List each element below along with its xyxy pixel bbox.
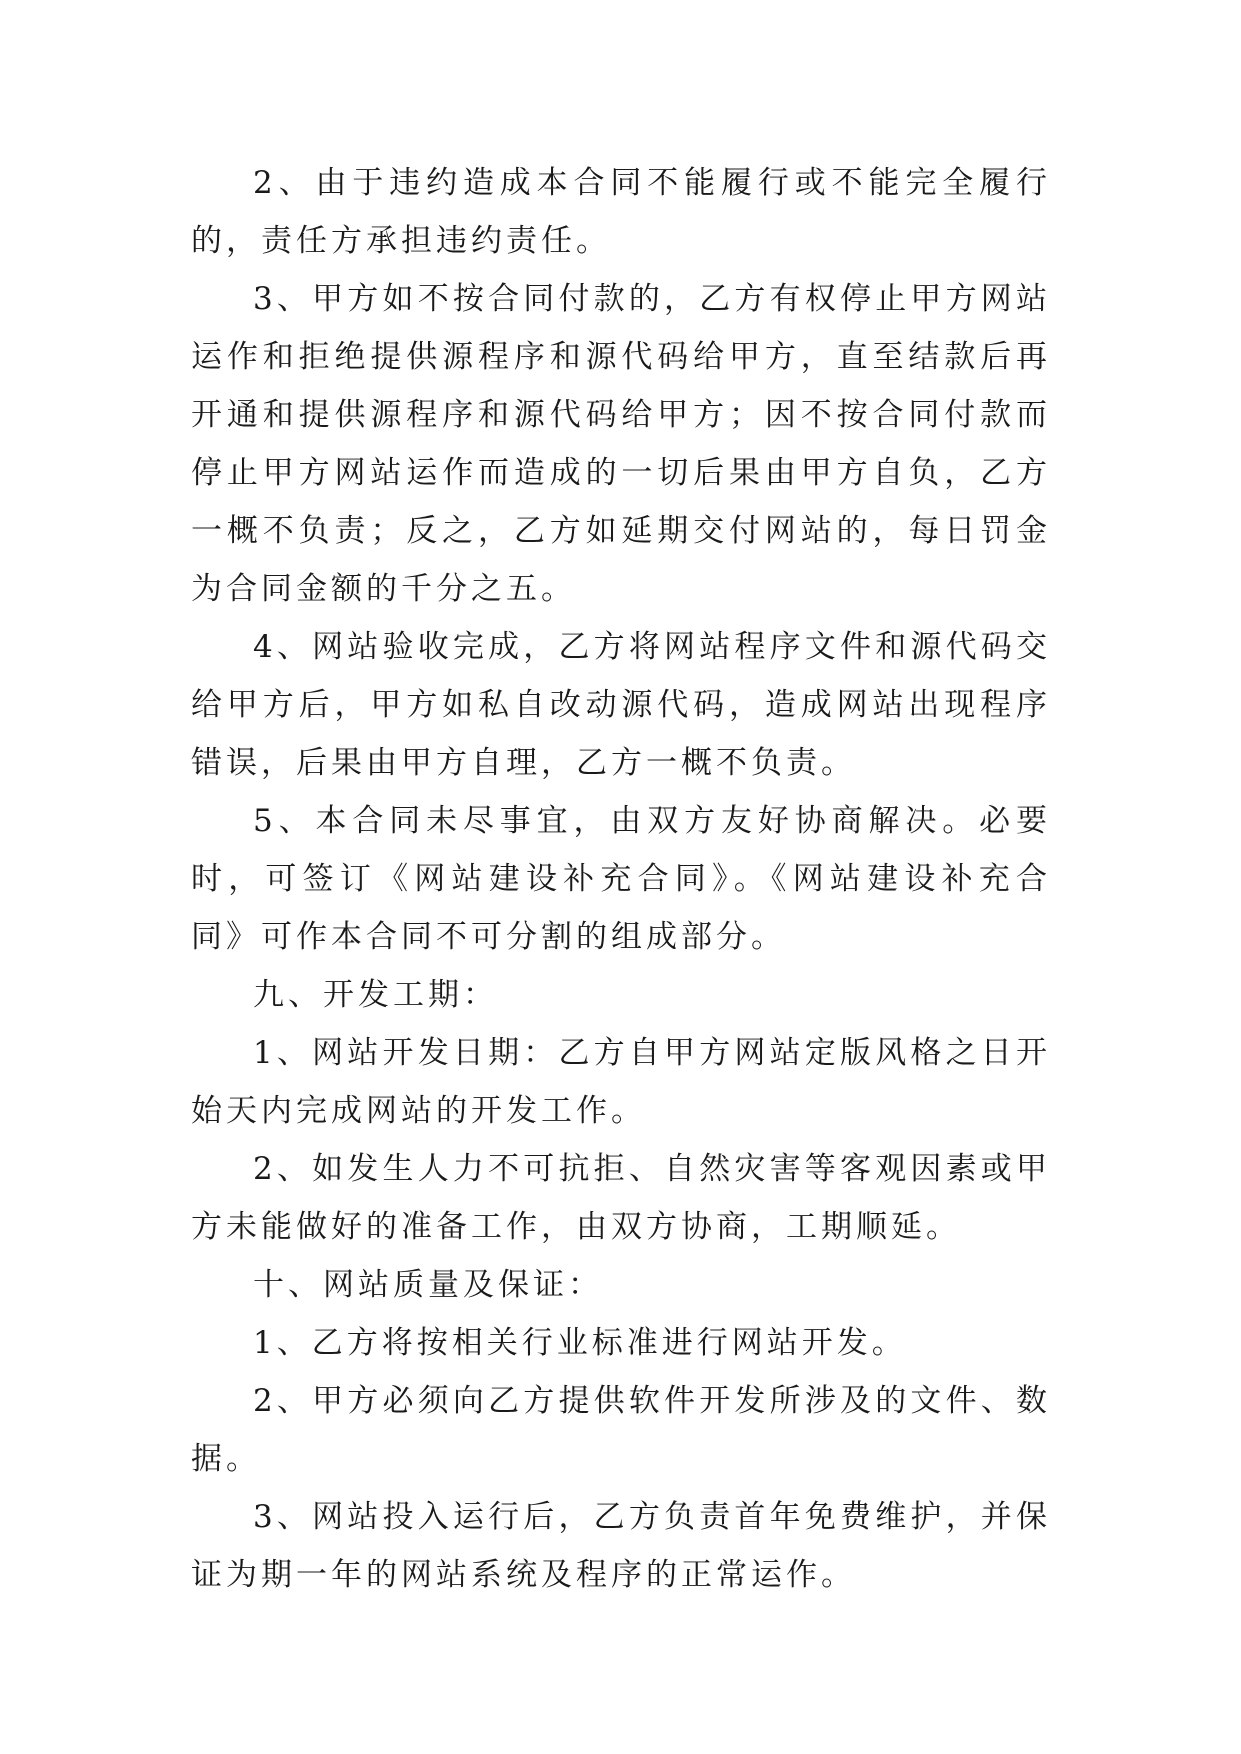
section-heading-development-period: 九、开发工期：: [253, 977, 498, 1013]
clause-source-code-modification: 4、网站验收完成，乙方将网站程序文件和源代码交给甲方后，甲方如私自改动源代码，造成网站出现程序错误，后果由甲方自理，乙方一概不负责。: [191, 629, 1051, 781]
clause-breach-liability: 2、由于违约造成本合同不能履行或不能完全履行的，责任方承担违约责任。: [191, 165, 1051, 259]
clause-development-date: 1、网站开发日期：乙方自甲方网站定版风格之日开始天内完成网站的开发工作。: [191, 1035, 1051, 1129]
clause-supplementary-contract: 5、本合同未尽事宜，由双方友好协商解决。必要时，可签订《网站建设补充合同》。《网站建设补充合同》可作本合同不可分割的组成部分。: [191, 803, 1051, 955]
section-heading-quality-guarantee: 十、网站质量及保证：: [253, 1267, 603, 1303]
clause-payment-default: 3、甲方如不按合同付款的，乙方有权停止甲方网站运作和拒绝提供源程序和源代码给甲方，直至结款后再开通和提供源程序和源代码给甲方；因不按合同付款而停止甲方网站运作而造成的一切后果由甲方自负，乙方一概不负责；反之，乙方如延期交付网站的，每日罚金为合同金额的千分之五。: [191, 281, 1051, 607]
clause-provide-files-data: 2、甲方必须向乙方提供软件开发所涉及的文件、数据。: [191, 1383, 1051, 1477]
clause-force-majeure: 2、如发生人力不可抗拒、自然灾害等客观因素或甲方未能做好的准备工作，由双方协商，工期顺延。: [191, 1151, 1051, 1245]
contract-body: [191, 154, 1051, 1604]
clause-free-maintenance: 3、网站投入运行后，乙方负责首年免费维护，并保证为期一年的网站系统及程序的正常运作。: [191, 1499, 1051, 1593]
clause-industry-standards: 1、乙方将按相关行业标准进行网站开发。: [253, 1325, 907, 1361]
